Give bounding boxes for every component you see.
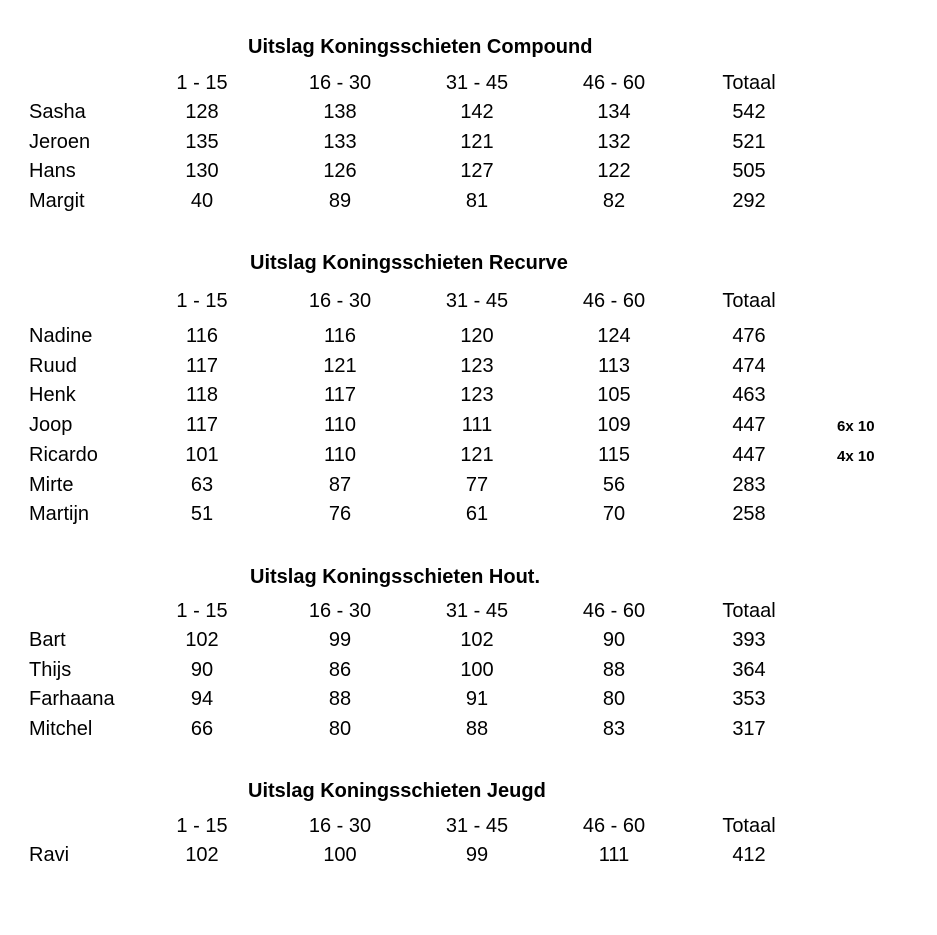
score-cell: 134 <box>597 101 631 123</box>
column-header: 31 - 45 <box>445 815 509 837</box>
total-cell: 476 <box>732 325 766 347</box>
score-cell: 51 <box>190 503 214 526</box>
score-cell: 99 <box>328 629 352 651</box>
score-cell: 120 <box>460 325 494 347</box>
score-cell: 90 <box>190 658 214 681</box>
column-header: 1 - 15 <box>176 815 228 837</box>
score-cell: 110 <box>324 443 356 466</box>
score-cell: 117 <box>324 384 356 407</box>
score-cell: 88 <box>602 658 626 681</box>
score-cell: 99 <box>465 844 489 866</box>
table-row <box>0 630 937 654</box>
total-cell: 505 <box>732 160 766 183</box>
total-cell: 412 <box>732 844 766 866</box>
score-cell: 135 <box>185 130 219 153</box>
table-row <box>0 326 937 350</box>
score-cell: 56 <box>602 473 626 496</box>
archer-name: Joop <box>29 414 73 437</box>
archer-name: Bart <box>29 629 66 651</box>
score-cell: 100 <box>460 658 494 681</box>
score-cell: 110 <box>324 414 356 437</box>
table-row <box>0 191 937 215</box>
archer-name: Mirte <box>29 473 74 496</box>
total-cell: 447 <box>732 414 766 437</box>
column-header: Totaal <box>722 815 776 837</box>
score-cell: 138 <box>323 101 357 123</box>
score-cell: 81 <box>465 190 489 213</box>
score-cell: 80 <box>328 718 352 741</box>
total-cell: 463 <box>732 384 766 407</box>
score-cell: 130 <box>185 160 219 183</box>
score-cell: 109 <box>597 414 631 437</box>
archer-name: Jeroen <box>29 130 91 153</box>
score-cell: 102 <box>185 844 219 866</box>
section-title: Uitslag Koningsschieten Compound <box>248 36 593 58</box>
score-cell: 126 <box>323 160 357 183</box>
column-header-row <box>0 816 937 840</box>
score-cell: 70 <box>602 503 626 526</box>
archer-name: Hans <box>29 160 76 183</box>
score-cell: 122 <box>597 160 631 183</box>
score-cell: 117 <box>186 354 218 377</box>
score-cell: 100 <box>323 844 357 866</box>
tiebreak-note: 4x 10 <box>837 447 875 465</box>
score-cell: 91 <box>465 688 489 711</box>
score-cell: 124 <box>597 325 631 347</box>
total-cell: 258 <box>732 503 766 526</box>
total-cell: 317 <box>732 718 766 741</box>
score-cell: 87 <box>328 473 352 496</box>
tiebreak-note: 6x 10 <box>837 418 875 436</box>
score-cell: 123 <box>460 354 494 377</box>
score-cell: 121 <box>460 443 494 466</box>
score-cell: 77 <box>465 473 489 496</box>
column-header-row <box>0 601 937 625</box>
score-cell: 63 <box>190 473 214 496</box>
table-row <box>0 660 937 684</box>
table-row <box>0 356 937 380</box>
total-cell: 364 <box>732 658 766 681</box>
score-cell: 66 <box>190 718 214 741</box>
score-cell: 80 <box>602 688 626 711</box>
score-cell: 86 <box>328 658 352 681</box>
column-header: 31 - 45 <box>445 600 509 622</box>
column-header: Totaal <box>722 290 776 312</box>
column-header: 31 - 45 <box>445 72 509 94</box>
column-header: 46 - 60 <box>582 290 646 312</box>
score-cell: 88 <box>465 718 489 741</box>
archer-name: Ravi <box>29 844 70 866</box>
score-cell: 133 <box>323 130 357 153</box>
score-cell: 102 <box>185 629 219 651</box>
score-cell: 132 <box>597 130 631 153</box>
score-cell: 116 <box>324 325 356 347</box>
archer-name: Farhaana <box>29 688 115 711</box>
column-header: 16 - 30 <box>308 290 372 312</box>
column-header: Totaal <box>722 600 776 622</box>
archer-name: Nadine <box>29 325 93 347</box>
table-row <box>0 445 937 469</box>
score-cell: 90 <box>602 629 626 651</box>
archer-name: Ricardo <box>29 443 98 466</box>
total-cell: 447 <box>732 443 766 466</box>
column-header: 1 - 15 <box>176 72 228 94</box>
table-row <box>0 161 937 185</box>
table-row <box>0 689 937 713</box>
total-cell: 393 <box>732 629 766 651</box>
score-cell: 61 <box>465 503 489 526</box>
total-cell: 521 <box>732 130 766 153</box>
archer-name: Mitchel <box>29 718 93 741</box>
score-cell: 113 <box>598 354 630 377</box>
score-cell: 117 <box>186 414 218 437</box>
total-cell: 353 <box>732 688 766 711</box>
score-cell: 94 <box>190 688 214 711</box>
score-cell: 89 <box>328 190 352 213</box>
score-cell: 111 <box>461 414 493 437</box>
score-cell: 82 <box>602 190 626 213</box>
score-cell: 142 <box>460 101 494 123</box>
archer-name: Ruud <box>29 354 77 377</box>
score-cell: 76 <box>328 503 352 526</box>
table-row <box>0 385 937 409</box>
section-title: Uitslag Koningsschieten Jeugd <box>248 780 546 802</box>
column-header: 16 - 30 <box>308 815 372 837</box>
total-cell: 474 <box>732 354 766 377</box>
total-cell: 292 <box>732 190 766 213</box>
archer-name: Margit <box>29 190 85 213</box>
score-cell: 105 <box>597 384 631 407</box>
score-cell: 128 <box>185 101 219 123</box>
archer-name: Thijs <box>29 658 72 681</box>
column-header: 16 - 30 <box>308 72 372 94</box>
column-header: 1 - 15 <box>176 290 228 312</box>
score-cell: 127 <box>460 160 494 183</box>
table-row <box>0 102 937 126</box>
column-header: 46 - 60 <box>582 600 646 622</box>
score-cell: 123 <box>460 384 494 407</box>
column-header-row <box>0 291 937 315</box>
table-row <box>0 415 937 439</box>
section-title: Uitslag Koningsschieten Hout. <box>250 566 541 588</box>
score-cell: 101 <box>185 443 219 466</box>
archer-name: Henk <box>29 384 76 407</box>
score-cell: 40 <box>190 190 214 213</box>
column-header: 31 - 45 <box>445 290 509 312</box>
score-cell: 121 <box>460 130 494 153</box>
score-cell: 115 <box>598 443 630 466</box>
column-header: 16 - 30 <box>308 600 372 622</box>
total-cell: 283 <box>732 473 766 496</box>
column-header-row <box>0 73 937 97</box>
score-cell: 111 <box>598 844 630 866</box>
score-cell: 88 <box>328 688 352 711</box>
section-title: Uitslag Koningsschieten Recurve <box>250 252 568 274</box>
score-cell: 118 <box>186 384 218 407</box>
table-row <box>0 475 937 499</box>
table-row <box>0 132 937 156</box>
total-cell: 542 <box>732 101 766 123</box>
column-header: 46 - 60 <box>582 815 646 837</box>
archer-name: Martijn <box>29 503 90 526</box>
column-header: Totaal <box>722 72 776 94</box>
table-row <box>0 504 937 528</box>
column-header: 1 - 15 <box>176 600 228 622</box>
table-row <box>0 845 937 869</box>
table-row <box>0 719 937 743</box>
score-cell: 102 <box>460 629 494 651</box>
column-header: 46 - 60 <box>582 72 646 94</box>
score-cell: 121 <box>323 354 357 377</box>
score-cell: 116 <box>186 325 218 347</box>
archer-name: Sasha <box>29 101 86 123</box>
score-cell: 83 <box>602 718 626 741</box>
